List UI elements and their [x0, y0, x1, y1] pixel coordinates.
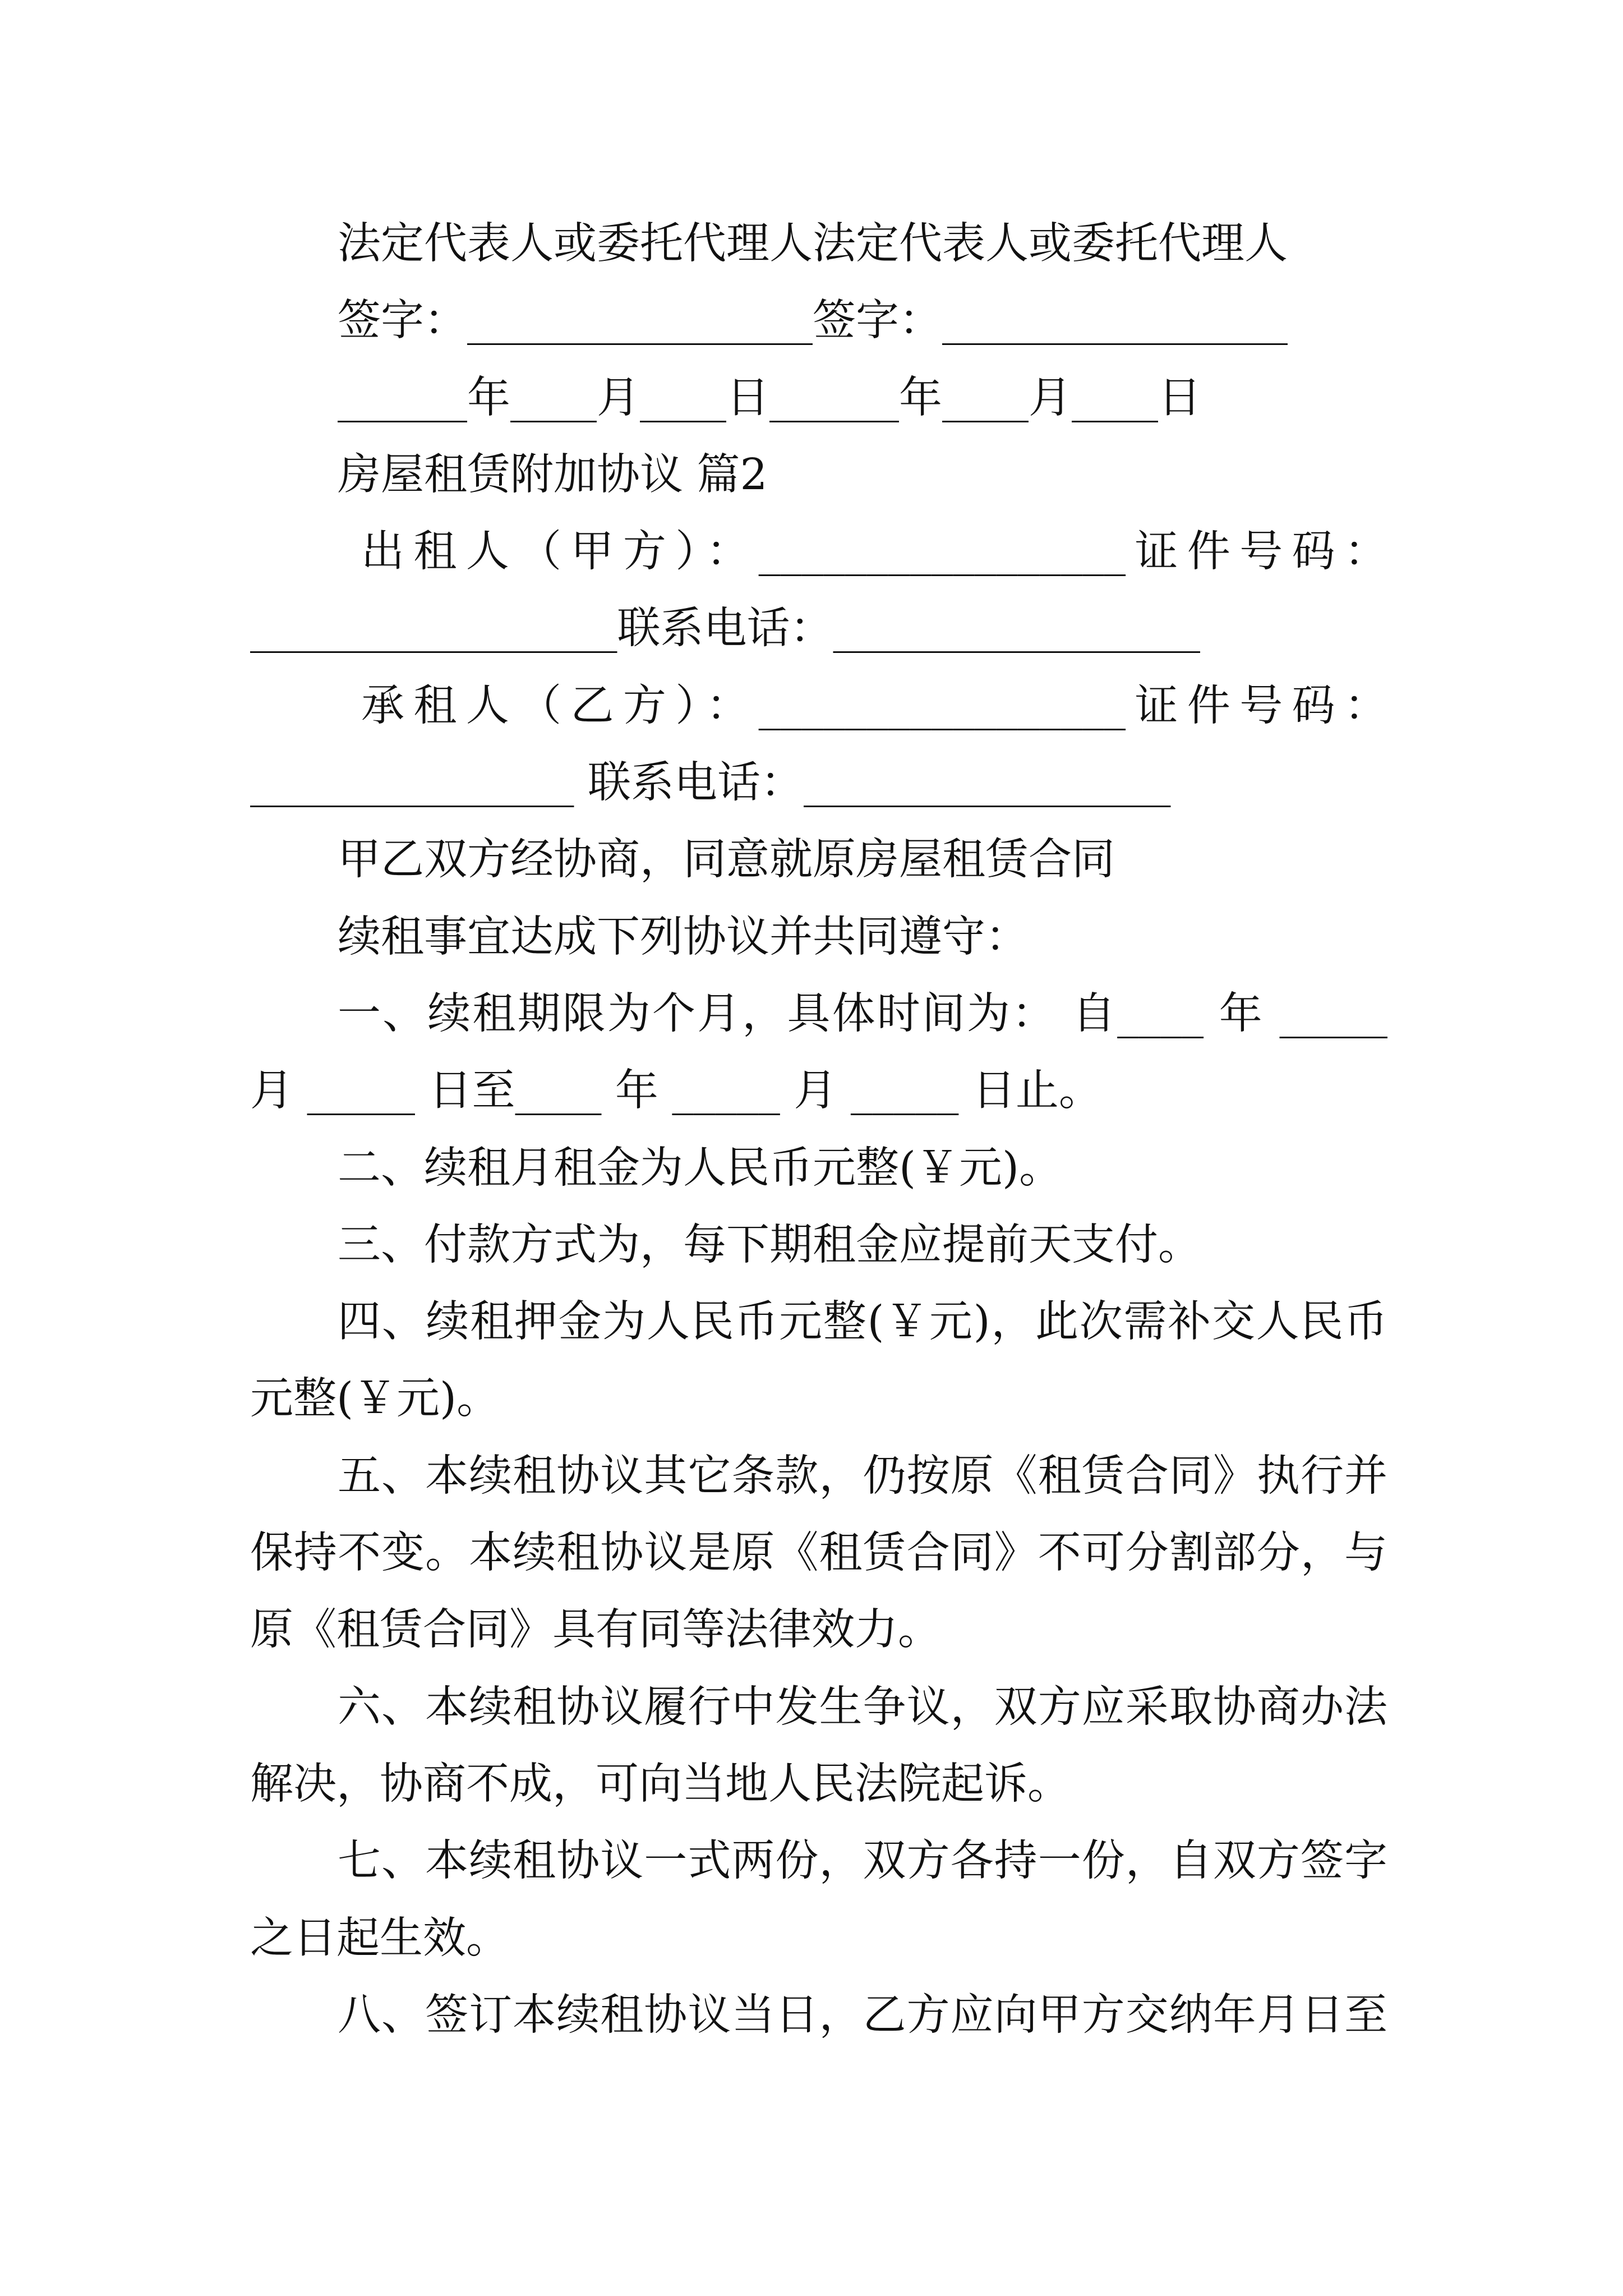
document-page: [250, 205, 1387, 2054]
lessor-phone-line: _________________联系电话：_________________: [250, 604, 1200, 654]
clause-4-line-2: 元整(￥元)。: [250, 1374, 500, 1424]
intro-line-1: 甲乙双方经协商，同意就原房屋租赁合同: [338, 835, 1115, 885]
clause-5-line-1: 五、本续租协议其它条款，仍按原《租赁合同》执行并: [338, 1451, 1387, 1501]
signature-representatives-line: 法定代表人或委托代理人法定代表人或委托代理人: [338, 219, 1288, 269]
signature-date-line: ______年____月____日______年____月____日: [338, 372, 1201, 423]
lessor-name-id-line: 出租人（甲方）：_________________证件号码：: [361, 527, 1387, 577]
clause-2-line-1: 二、续租月租金为人民币元整(￥元)。: [338, 1143, 1063, 1193]
signature-line: 签字：________________签字：________________: [338, 296, 1288, 346]
intro-line-2: 续租事宜达成下列协议并共同遵守：: [338, 912, 1029, 962]
clause-1-line-1: 一、续租期限为个月，具体时间为： 自____ 年 _____: [338, 988, 1387, 1039]
clause-3-line-1: 三、付款方式为，每下期租金应提前天支付。: [338, 1220, 1201, 1270]
clause-6-line-2: 解决，协商不成，可向当地人民法院起诉。: [250, 1759, 1071, 1809]
lessee-phone-line: _______________ 联系电话：_________________: [250, 758, 1171, 808]
clause-5-line-2: 保持不变。本续租协议是原《租赁合同》不可分割部分，与: [250, 1528, 1387, 1579]
document-heading: 房屋租赁附加协议 篇2: [338, 449, 768, 500]
clause-6-line-1: 六、本续租协议履行中发生争议，双方应采取协商办法: [338, 1682, 1387, 1732]
clause-4-line-1: 四、续租押金为人民币元整(￥元)，此次需补交人民币: [338, 1297, 1387, 1347]
lessee-name-id-line: 承租人（乙方）：_________________证件号码：: [361, 680, 1387, 731]
clause-7-line-1: 七、本续租协议一式两份，双方各持一份，自双方签字: [338, 1836, 1387, 1887]
clause-1-line-2: 月 _____ 日至____ 年 _____ 月 _____ 日止。: [250, 1066, 1102, 1116]
clause-8-line-1: 八、签订本续租协议当日，乙方应向甲方交纳年月日至: [338, 1990, 1387, 2040]
clause-5-line-3: 原《租赁合同》具有同等法律效力。: [250, 1605, 941, 1655]
clause-7-line-2: 之日起生效。: [250, 1913, 509, 1963]
